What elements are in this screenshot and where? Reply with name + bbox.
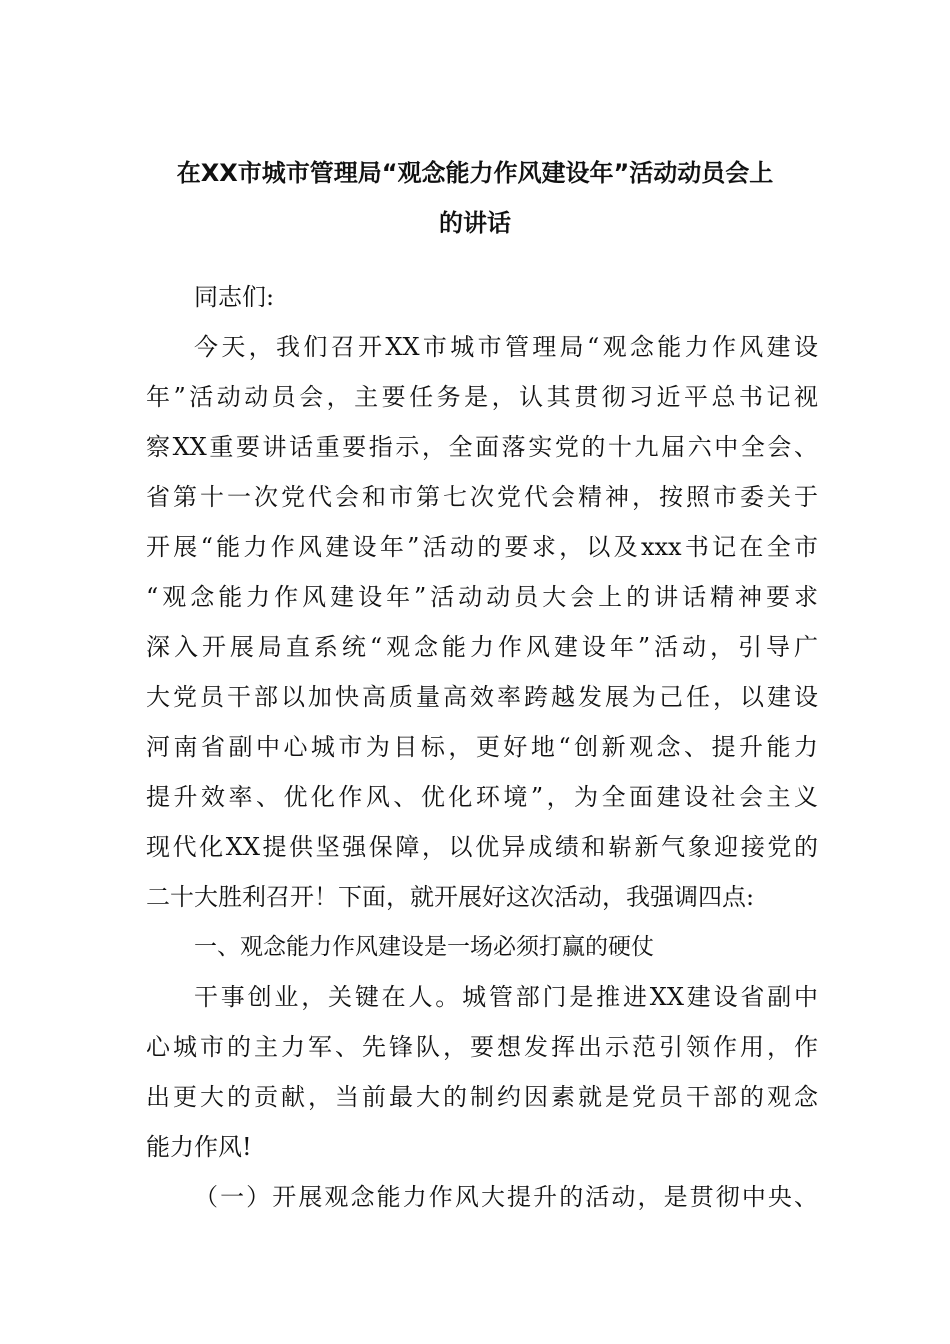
paragraph-1-line: 察XX重要讲话重要指示，全面落实党的十九届六中全会、 xyxy=(146,433,818,461)
paragraph-1-line: 深入开展局直系统“观念能力作风建设年”活动，引导广 xyxy=(146,633,818,661)
paragraph-2-line: 干事创业，关键在人。城管部门是推进XX建设省副中 xyxy=(194,983,818,1011)
subsection-1-line: （一）开展观念能力作风大提升的活动，是贯彻中央、 xyxy=(194,1183,818,1211)
paragraph-1-line: “观念能力作风建设年”活动动员大会上的讲话精神要求 xyxy=(146,583,818,611)
paragraph-1-line: 开展“能力作风建设年”活动的要求，以及xxx书记在全市 xyxy=(146,533,818,561)
paragraph-1-line: 今天，我们召开XX市城市管理局“观念能力作风建设 xyxy=(194,333,818,361)
paragraph-1-line: 年”活动动员会，主要任务是，认其贯彻习近平总书记视 xyxy=(146,383,818,411)
title-line-2: 的讲话 xyxy=(439,209,511,237)
paragraph-1-line: 省第十一次党代会和市第七次党代会精神，按照市委关于 xyxy=(146,483,818,511)
paragraph-1-line: 大党员干部以加快高质量高效率跨越发展为己任，以建设 xyxy=(146,683,818,711)
paragraph-2-line: 出更大的贡献，当前最大的制约因素就是党员干部的观念 xyxy=(146,1083,818,1111)
document-body xyxy=(146,272,818,1222)
paragraph-1-line: 二十大胜利召开！下面，就开展好这次活动，我强调四点: xyxy=(146,883,755,911)
paragraph-1-line: 河南省副中心城市为目标，更好地“创新观念、提升能力 xyxy=(146,733,818,761)
paragraph-2-line: 心城市的主力军、先锋队，要想发挥出示范引领作用，作 xyxy=(146,1033,818,1061)
salutation: 同志们: xyxy=(194,283,275,311)
page-title xyxy=(130,148,820,248)
paragraph-1-line: 现代化XX提供坚强保障，以优异成绩和崭新气象迎接党的 xyxy=(146,833,818,861)
title-line-1: 在XX市城市管理局“观念能力作风建设年”活动动员会上 xyxy=(176,159,774,187)
paragraph-2-line: 能力作风! xyxy=(146,1133,252,1161)
section-1-heading: 一、观念能力作风建设是一场必须打赢的硬仗 xyxy=(194,934,654,960)
paragraph-1-line: 提升效率、优化作风、优化环境”，为全面建设社会主义 xyxy=(146,783,818,811)
